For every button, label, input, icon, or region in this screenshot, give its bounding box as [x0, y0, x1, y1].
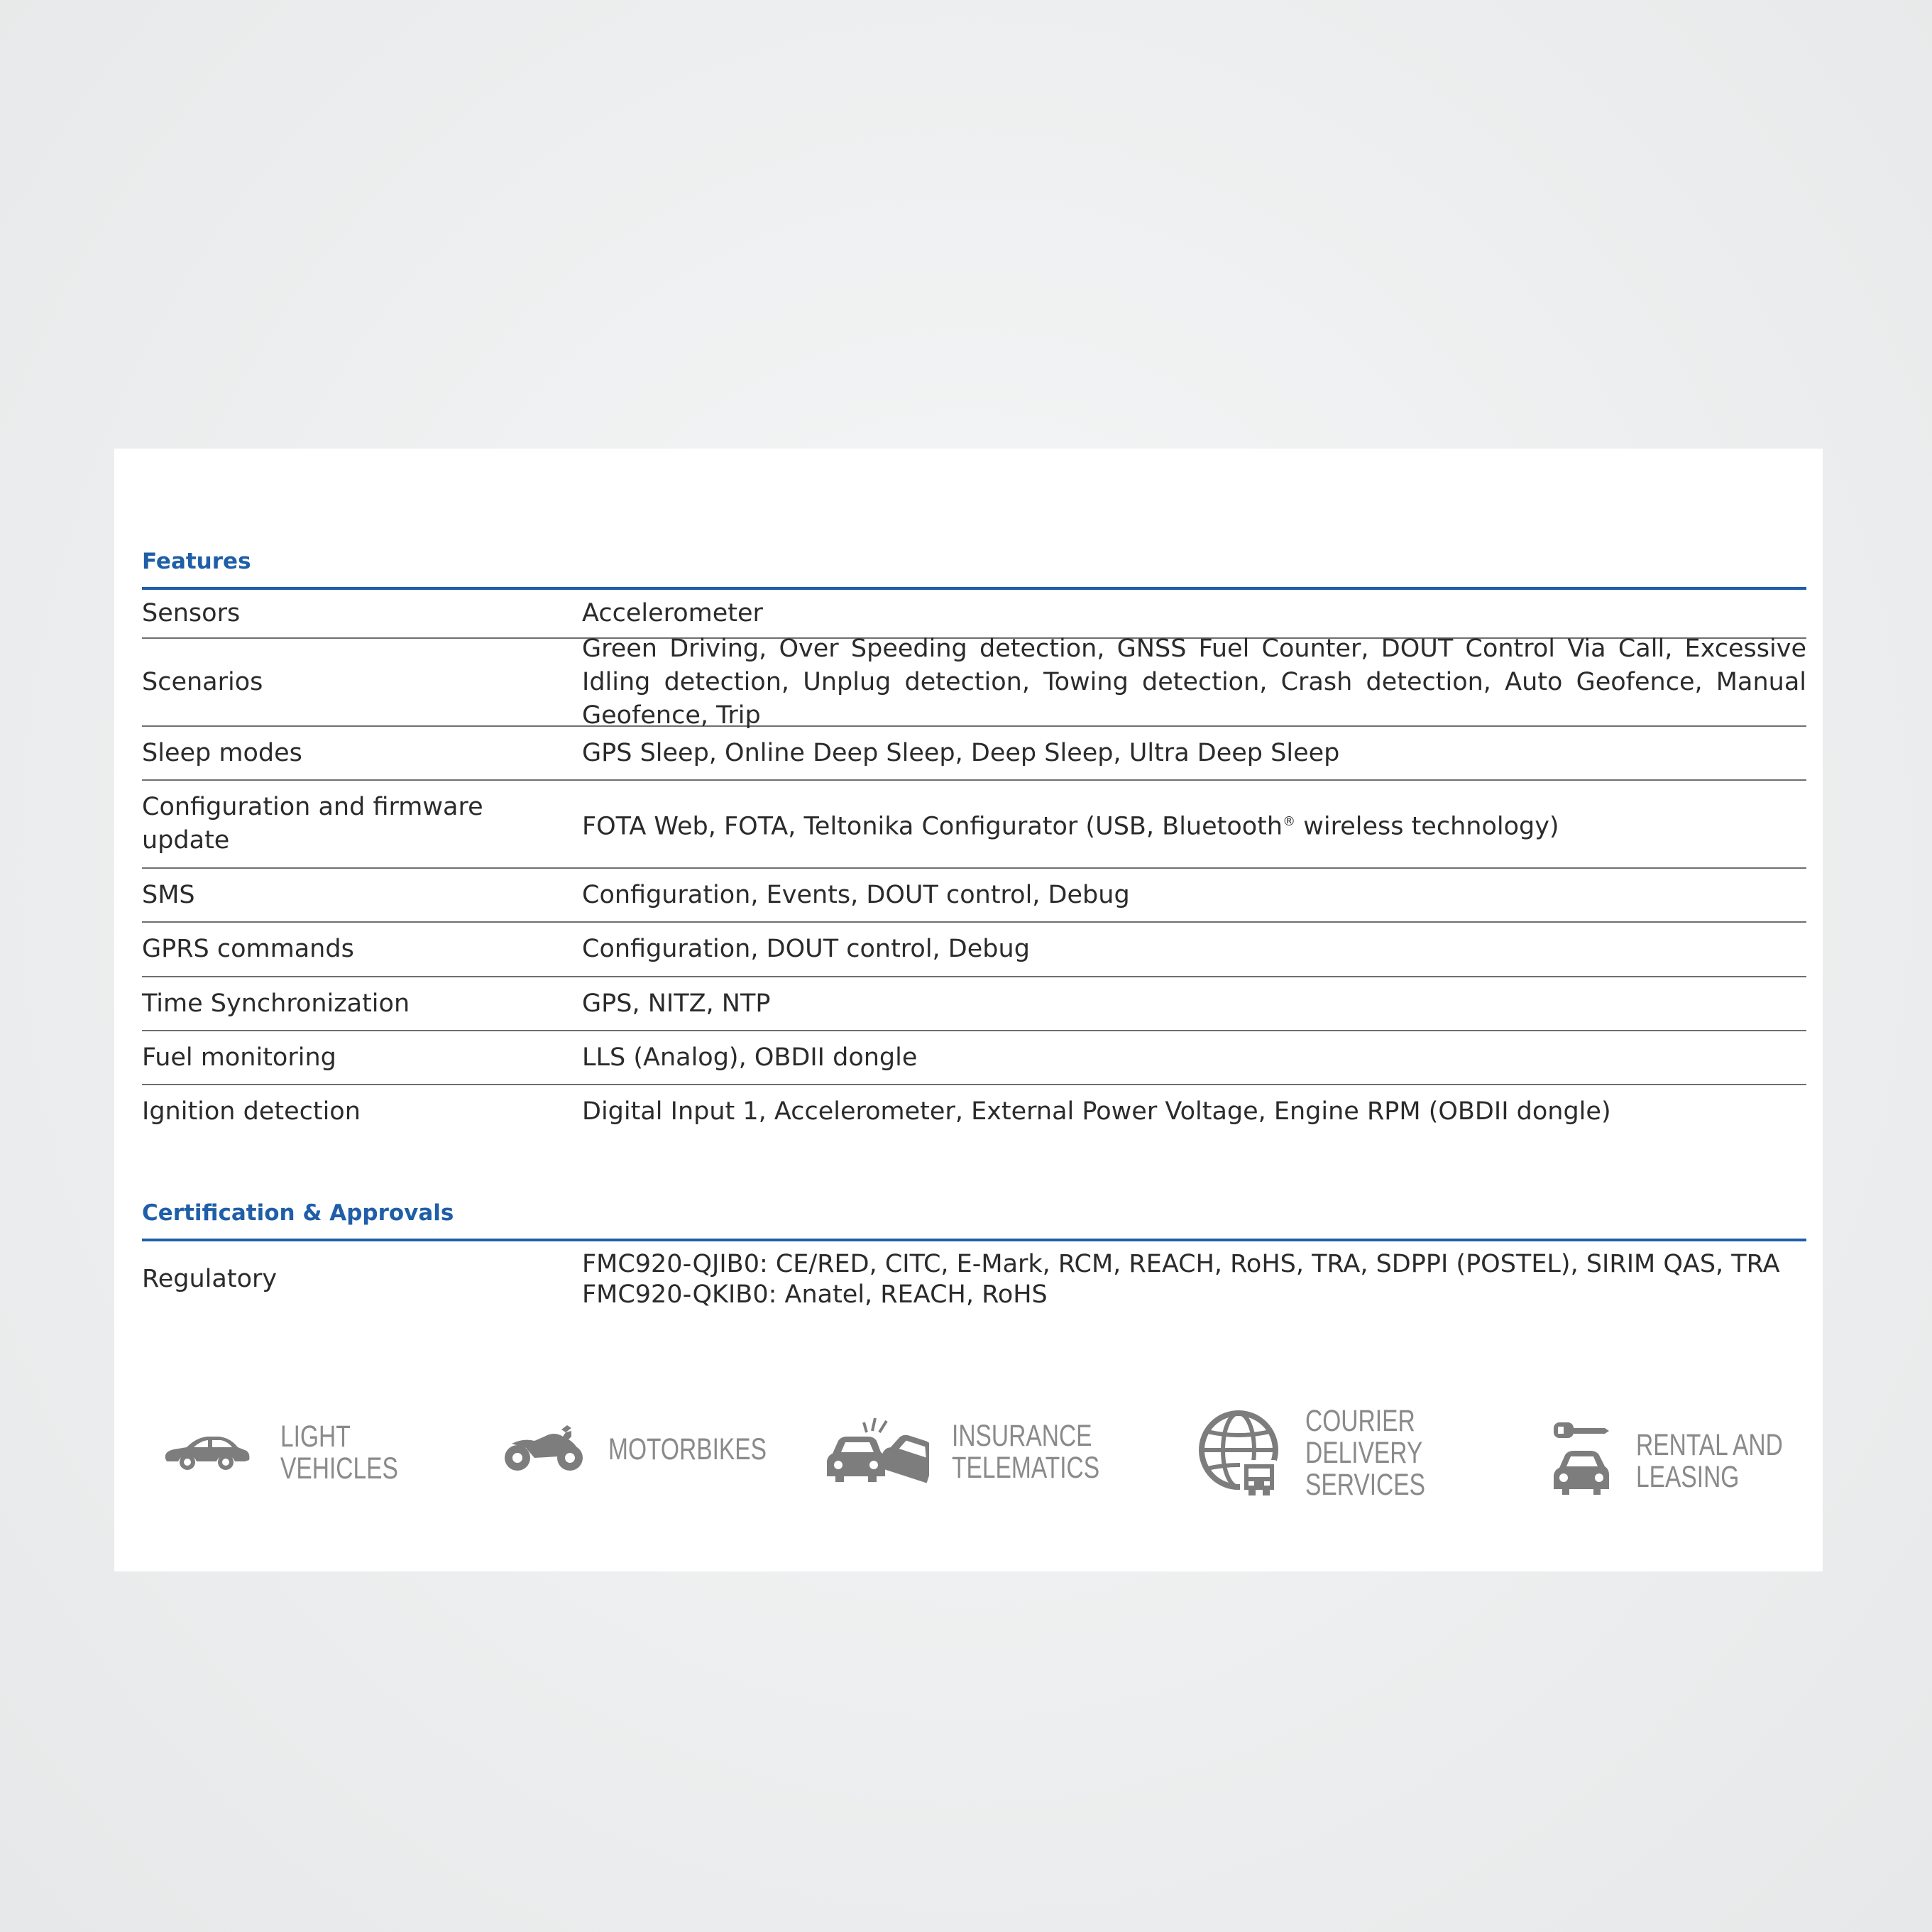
regulatory-line: FMC920-QJIB0: CE/RED, CITC, E-Mark, RCM, REACH, RoHS, TRA, SDPPI (POSTEL), SIRIM QAS, TRA	[582, 1249, 1780, 1278]
car-crash-icon	[823, 1415, 929, 1489]
regulatory-line: FMC920-QKIB0: Anatel, REACH, RoHS	[582, 1280, 1048, 1309]
use-case-label: MOTORBIKES	[608, 1432, 767, 1466]
row-label: GPRS commands	[142, 935, 354, 963]
use-case-light-vehicles	[161, 1421, 432, 1485]
use-case-motorbikes	[502, 1422, 811, 1476]
use-case-insurance	[823, 1415, 1141, 1489]
spec-card	[114, 449, 1823, 1571]
use-cases	[114, 449, 1823, 1571]
row-label: Ignition detection	[142, 1097, 361, 1126]
row-label: Scenarios	[142, 667, 263, 696]
use-case-rental	[1549, 1421, 1824, 1502]
use-case-courier	[1199, 1405, 1459, 1501]
row-label: Regulatory	[142, 1265, 278, 1293]
row-value: Configuration, Events, DOUT control, Debug	[582, 880, 1130, 909]
car-icon	[161, 1430, 252, 1476]
registered-mark: ®	[1283, 813, 1296, 829]
row-label: Configuration and firmware update	[142, 793, 483, 855]
use-case-label: COURIER DELIVERY SERVICES	[1305, 1404, 1426, 1502]
motorbike-icon	[502, 1422, 586, 1476]
row-value: Accelerometer	[582, 599, 763, 627]
row-label: Sleep modes	[142, 738, 302, 767]
certification-heading: Certification & Approvals	[142, 1169, 1806, 1241]
use-case-label: INSURANCE TELEMATICS	[952, 1419, 1100, 1485]
row-value: Digital Input 1, Accelerometer, External Power Voltage, Engine RPM (OBDII dongle)	[582, 1097, 1611, 1126]
row-value: Configuration, DOUT control, Debug	[582, 935, 1030, 963]
value-text: FOTA Web, FOTA, Teltonika Configurator (USB, Bluetooth	[582, 812, 1283, 841]
globe-truck-icon	[1199, 1406, 1284, 1501]
use-case-label: LIGHT VEHICLES	[280, 1420, 398, 1486]
row-value: Green Driving, Over Speeding detection, GNSS Fuel Counter, DOUT Control Via Call, Excessive Idling detection, Unplug detection, Towing detection, Crash detection, Auto Geofence, Manual Geofence, Trip	[582, 634, 1806, 730]
row-label: Fuel monitoring	[142, 1043, 336, 1072]
row-value: LLS (Analog), OBDII dongle	[582, 1043, 918, 1072]
row-value: GPS, NITZ, NTP	[582, 989, 771, 1018]
value-text: wireless technology)	[1295, 812, 1559, 841]
car-key-icon	[1549, 1421, 1613, 1502]
row-label: Sensors	[142, 599, 241, 627]
row-label: Time Synchronization	[142, 989, 410, 1018]
row-label: SMS	[142, 880, 195, 909]
features-heading: Features	[142, 516, 1806, 590]
use-case-label: RENTAL AND LEASING	[1636, 1428, 1783, 1494]
row-value: GPS Sleep, Online Deep Sleep, Deep Sleep, Ultra Deep Sleep	[582, 738, 1340, 767]
